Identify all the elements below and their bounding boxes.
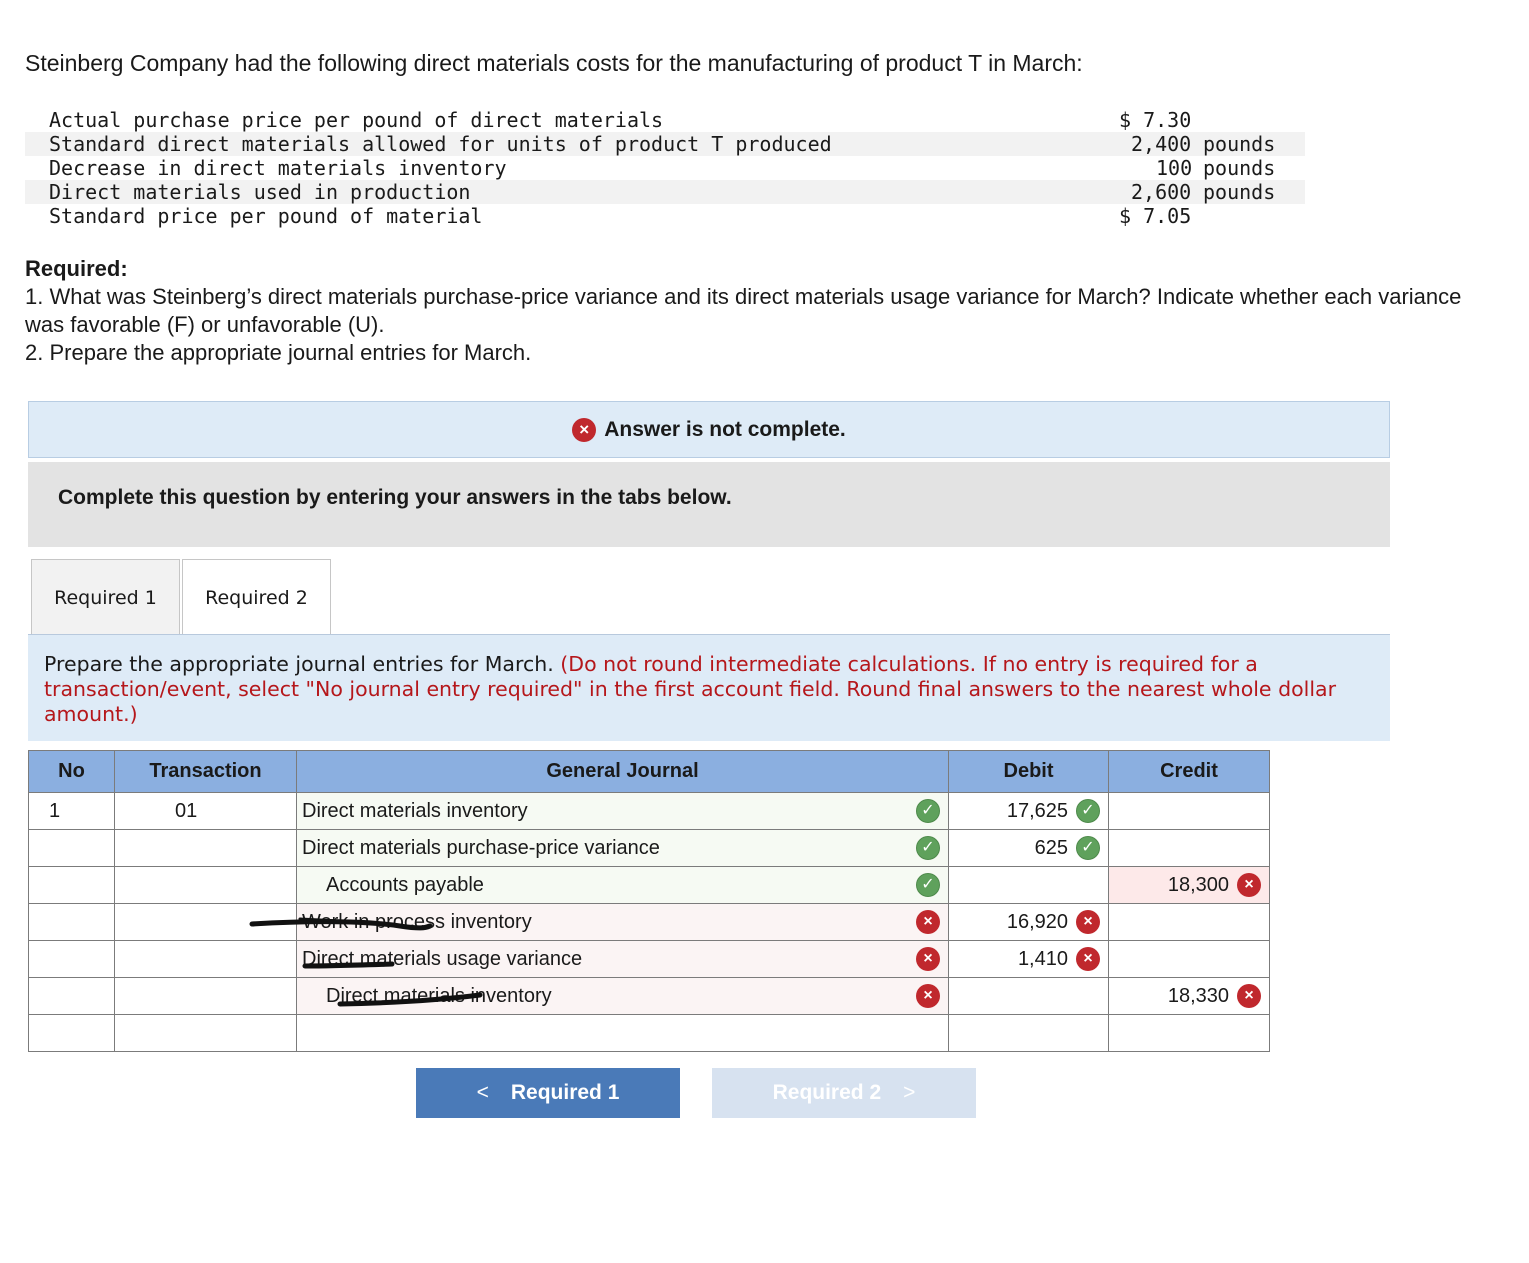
debit-cell[interactable] xyxy=(949,1015,1109,1052)
credit-value: 18,300 xyxy=(1167,874,1229,896)
instructions-note: (Do not round intermediate calculations. If no entry is required for a transaction/event, select "No journal entry required" in the first account field. Round final answers to the nearest whole dollar amount.) xyxy=(44,652,1337,726)
debit-cell[interactable] xyxy=(949,978,1109,1015)
account-name: Direct materials inventory xyxy=(302,800,528,822)
debit-value: 16,920 xyxy=(1006,911,1068,933)
debit-cell[interactable] xyxy=(949,904,1109,941)
answer-status-banner xyxy=(28,401,1390,458)
given-label: Direct materials used in production xyxy=(49,180,471,204)
incorrect-icon: × xyxy=(1076,910,1100,934)
row-transaction[interactable]: 01 xyxy=(115,793,297,830)
row-no xyxy=(29,941,115,978)
account-name: Accounts payable xyxy=(326,874,484,896)
account-name: Direct materials purchase-price variance xyxy=(302,837,660,859)
check-icon: ✓ xyxy=(1076,799,1100,823)
account-name: Direct materials inventory xyxy=(326,985,552,1007)
table-row xyxy=(29,830,1270,867)
credit-cell[interactable] xyxy=(1109,941,1270,978)
debit-value: 17,625 xyxy=(1006,800,1068,822)
incorrect-icon: × xyxy=(916,947,940,971)
given-value: $ 7.05 xyxy=(1119,204,1192,228)
incorrect-icon: × xyxy=(572,418,596,442)
given-value: 2,400 xyxy=(1131,132,1192,156)
credit-cell[interactable] xyxy=(1109,793,1270,830)
given-unit: pounds xyxy=(1203,132,1276,156)
prev-button-label: Required 1 xyxy=(510,1081,620,1104)
required-item-1: 1. What was Steinberg’s direct materials purchase-price variance and its direct materials usage variance for March? Indicate whether each variance was favorable (F) or unfavorable (U). xyxy=(25,284,1462,337)
given-unit: pounds xyxy=(1203,156,1276,180)
col-header-general-journal: General Journal xyxy=(297,751,949,793)
debit-cell[interactable] xyxy=(949,867,1109,904)
credit-cell[interactable] xyxy=(1109,904,1270,941)
given-row xyxy=(25,180,1305,204)
complete-prompt-box xyxy=(28,462,1390,547)
given-value: 2,600 xyxy=(1131,180,1192,204)
given-value: $ 7.30 xyxy=(1119,108,1192,132)
credit-cell[interactable] xyxy=(1109,867,1270,904)
required-heading: Required: xyxy=(25,256,128,281)
check-icon: ✓ xyxy=(916,799,940,823)
col-header-debit: Debit xyxy=(949,751,1109,793)
table-row xyxy=(29,904,1270,941)
chevron-left-icon: < xyxy=(476,1081,489,1104)
account-cell[interactable] xyxy=(297,978,949,1015)
given-label: Decrease in direct materials inventory xyxy=(49,156,507,180)
incorrect-icon: × xyxy=(1237,873,1261,897)
row-transaction[interactable] xyxy=(115,978,297,1015)
account-cell[interactable] xyxy=(297,830,949,867)
table-row xyxy=(29,978,1270,1015)
given-unit: pounds xyxy=(1203,180,1276,204)
row-no xyxy=(29,1015,115,1052)
chevron-right-icon: > xyxy=(903,1081,916,1104)
table-row xyxy=(29,793,1270,830)
given-row xyxy=(25,204,1305,228)
account-name: Direct materials usage variance xyxy=(302,948,583,970)
required-section xyxy=(25,255,1505,367)
check-icon: ✓ xyxy=(916,836,940,860)
given-row xyxy=(25,156,1305,180)
next-button-label: Required 2 xyxy=(772,1081,882,1104)
row-no xyxy=(29,904,115,941)
credit-cell[interactable] xyxy=(1109,830,1270,867)
instructions-text xyxy=(44,652,1374,727)
incorrect-icon: × xyxy=(916,984,940,1008)
incorrect-icon: × xyxy=(1076,947,1100,971)
table-header-row xyxy=(29,751,1270,793)
debit-value: 625 xyxy=(1034,837,1068,859)
row-transaction[interactable] xyxy=(115,904,297,941)
row-no xyxy=(29,978,115,1015)
prev-required-1-button[interactable] xyxy=(416,1068,680,1118)
row-transaction[interactable] xyxy=(115,1015,297,1052)
next-required-2-button[interactable] xyxy=(712,1068,976,1118)
tab-required-2[interactable]: Required 2 xyxy=(182,559,331,636)
row-no xyxy=(29,867,115,904)
account-cell[interactable] xyxy=(297,793,949,830)
row-no: 1 xyxy=(29,793,115,830)
answer-status-text: Answer is not complete. xyxy=(604,417,846,441)
given-label: Standard direct materials allowed for units of product T produced xyxy=(49,132,832,156)
complete-prompt-text: Complete this question by entering your answers in the tabs below. xyxy=(58,486,732,509)
instructions-panel xyxy=(28,635,1390,741)
check-icon: ✓ xyxy=(1076,836,1100,860)
general-journal-table xyxy=(28,750,1270,1052)
incorrect-icon: × xyxy=(916,910,940,934)
table-row xyxy=(29,941,1270,978)
credit-cell[interactable] xyxy=(1109,978,1270,1015)
check-icon: ✓ xyxy=(916,873,940,897)
row-transaction[interactable] xyxy=(115,830,297,867)
row-transaction[interactable] xyxy=(115,941,297,978)
tab-required-1[interactable]: Required 1 xyxy=(31,559,180,636)
row-transaction[interactable] xyxy=(115,867,297,904)
instructions-main: Prepare the appropriate journal entries for March. xyxy=(44,652,554,676)
row-no xyxy=(29,830,115,867)
account-cell[interactable] xyxy=(297,1015,949,1052)
col-header-transaction: Transaction xyxy=(115,751,297,793)
required-item-2: 2. Prepare the appropriate journal entries for March. xyxy=(25,340,532,365)
debit-cell[interactable] xyxy=(949,793,1109,830)
problem-intro: Steinberg Company had the following direct materials costs for the manufacturing of product T in March: xyxy=(25,50,1083,76)
given-row xyxy=(25,132,1305,156)
credit-cell[interactable] xyxy=(1109,1015,1270,1052)
given-label: Actual purchase price per pound of direct materials xyxy=(49,108,664,132)
debit-value: 1,410 xyxy=(1017,948,1068,970)
debit-cell[interactable] xyxy=(949,830,1109,867)
account-name: Work in process inventory xyxy=(302,911,532,933)
debit-cell[interactable] xyxy=(949,941,1109,978)
given-label: Standard price per pound of material xyxy=(49,204,483,228)
given-value: 100 xyxy=(1156,156,1193,180)
account-cell[interactable] xyxy=(297,867,949,904)
table-row xyxy=(29,1015,1270,1052)
account-cell[interactable] xyxy=(297,904,949,941)
col-header-no: No xyxy=(29,751,115,793)
givens-table xyxy=(25,108,1305,228)
credit-value: 18,330 xyxy=(1167,985,1229,1007)
table-row xyxy=(29,867,1270,904)
given-row xyxy=(25,108,1305,132)
account-cell[interactable] xyxy=(297,941,949,978)
incorrect-icon: × xyxy=(1237,984,1261,1008)
col-header-credit: Credit xyxy=(1109,751,1270,793)
